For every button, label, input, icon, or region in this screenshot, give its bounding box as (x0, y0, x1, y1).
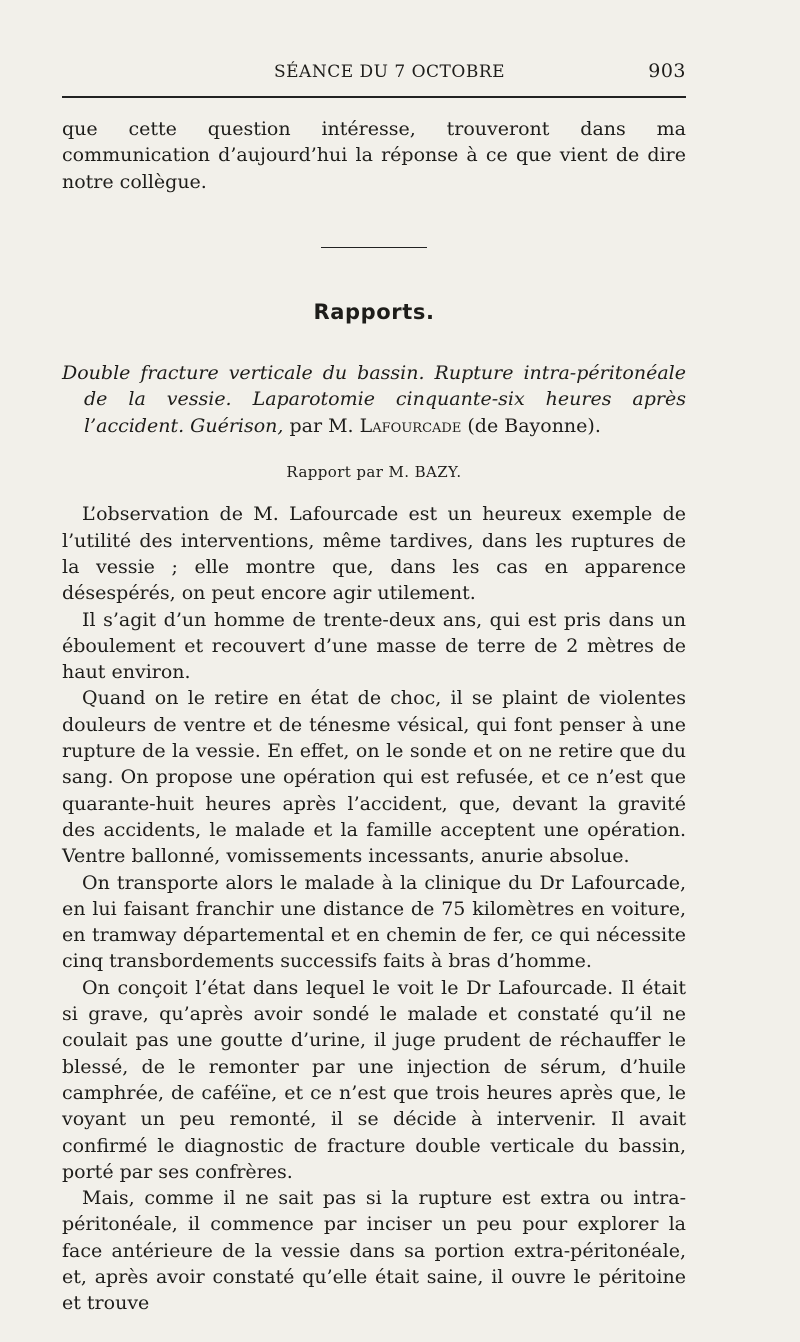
report-by-text: par M. (283, 414, 360, 437)
report-title (62, 360, 686, 440)
body-paragraph: L’observation de M. Lafourcade est un heureux exemple de l’utilité des interventions, même tardives, dans les ruptures de la vessie ; elle montre que, dans les cas en apparence désespérés, on peut encore agir utilement. (62, 503, 686, 605)
section-title: Rapports. (313, 299, 435, 324)
book-page (62, 54, 686, 1317)
body-paragraph: Mais, comme il ne sait pas si la rupture est extra ou intra-péritonéale, il commence par inciser un peu pour explorer la face antérieure de la vessie dans sa portion extra-péritonéale, et, après avoir constaté qu’elle était saine, il ouvre le péritoine et trouve (62, 1187, 686, 1315)
body-paragraph: On transporte alors le malade à la clinique du Dr Lafourcade, en lui faisant franchir une distance de 75 kilomètres en voiture, en tramway départemental et en chemin de fer, ce qui nécessite cinq transbordements successifs faits à bras d’homme. (62, 871, 686, 973)
reporter-line: Rapport par M. BAZY. (286, 463, 462, 482)
body-paragraph: Il s’agit d’un homme de trente-deux ans, qui est pris dans un éboulement et recouvert d’une masse de terre de 2 mètres de haut environ. (62, 608, 686, 684)
report-body (62, 501, 686, 1316)
running-header (62, 54, 686, 94)
intro-paragraph: que cette question intéresse, trouveront dans ma communication d’aujourd’hui la réponse à ce que vient de dire notre collègue. (62, 118, 686, 193)
page-number: 903 (648, 60, 686, 82)
report-author: Lafourcade (359, 414, 462, 437)
header-rule (62, 96, 686, 98)
running-title: SÉANCE DU 7 OCTOBRE (274, 62, 506, 82)
section-separator (321, 247, 427, 248)
body-paragraph: On conçoit l’état dans lequel le voit le Dr Lafourcade. Il était si grave, qu’après avoir sondé le malade et constaté qu’il ne coulait pas une goutte d’urine, il juge prudent de réchauffer le blessé, de le remonter par une injection de sérum, d’huile camphrée, de caféïne, et ce n’est que trois heures après que, le voyant un peu remonté, il se décide à intervenir. Il avait confirmé le diagnostic de fracture double verticale du bassin, porté par ses confrères. (62, 976, 686, 1183)
report-author-place: (de Bayonne). (461, 414, 601, 437)
report-title-italic: Double fracture verticale du bassin. Rupture intra-péritonéale de la vessie. Laparotomie cinquante-six heures après l’accident. Guérison, (62, 361, 686, 437)
body-paragraph: Quand on le retire en état de choc, il se plaint de violentes douleurs de ventre et de ténesme vésical, qui font penser à une rupture de la vessie. En effet, on le sonde et on ne retire que du sang. On propose une opération qui est refusée, et ce n’est que quarante-huit heures après l’accident, que, devant la gravité des accidents, le malade et la famille acceptent une opération. Ventre ballonné, vomissements incessants, anurie absolue. (62, 687, 686, 868)
